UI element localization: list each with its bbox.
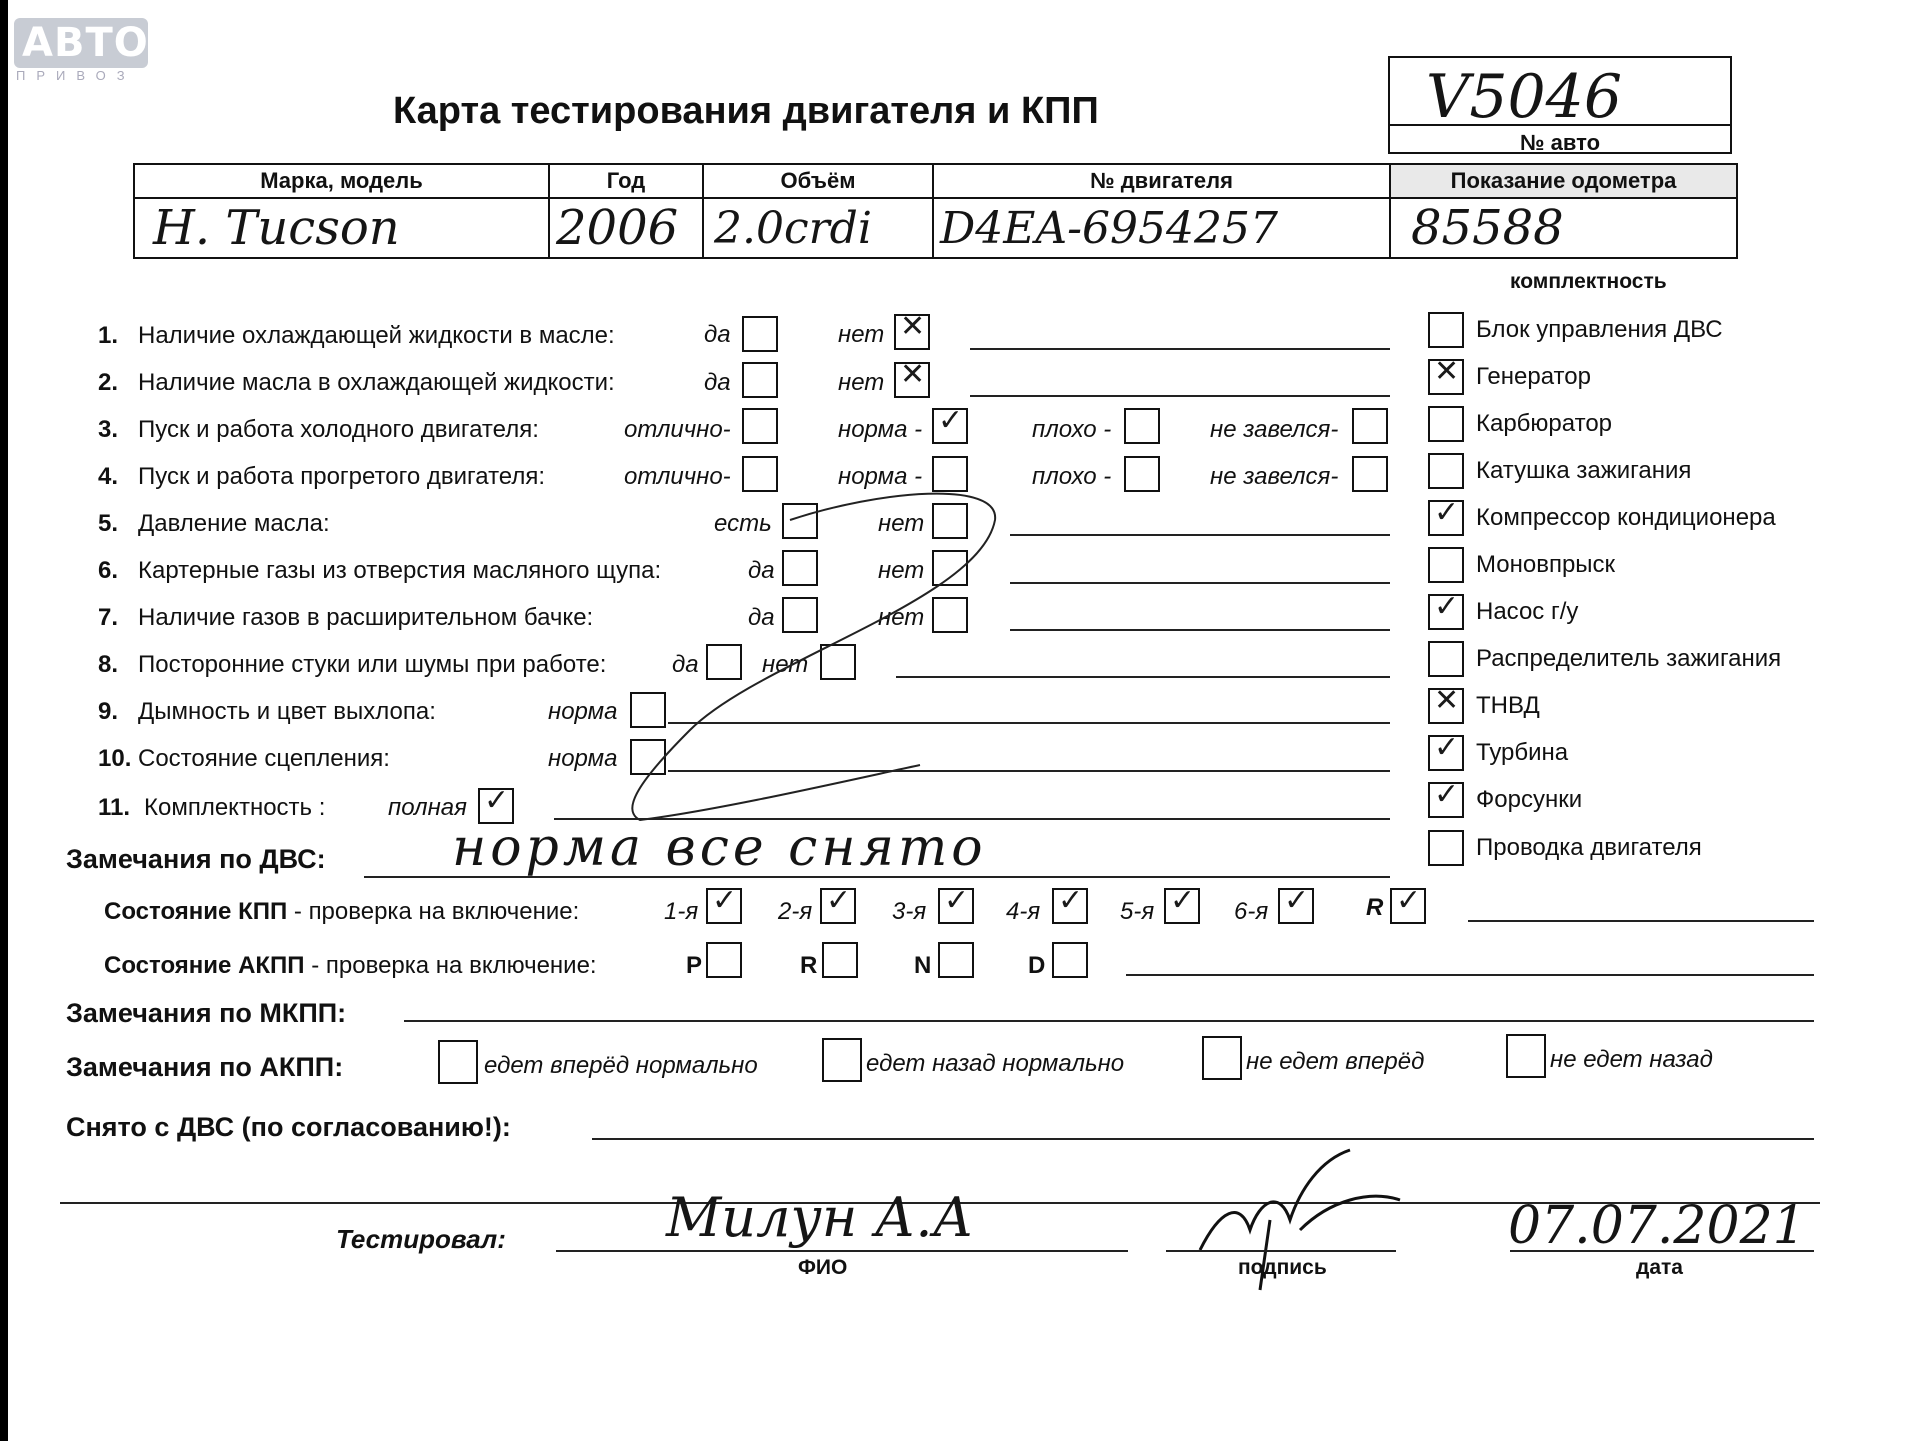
checkbox-akpp-forward-ok[interactable] xyxy=(438,1040,478,1084)
question-text: Посторонние стуки или шумы при работе: xyxy=(138,651,607,678)
checkbox-komplekt-4[interactable]: ✓ xyxy=(1428,500,1464,536)
akpp-gear-label: P xyxy=(686,952,703,979)
question-text: Давление масла: xyxy=(138,510,330,537)
option-label-est: есть xyxy=(714,510,772,537)
question-number: 8. xyxy=(98,651,119,678)
akpp-label-bold: Состояние АКПП xyxy=(104,952,305,979)
gear-label: R xyxy=(1366,894,1384,921)
checkbox-gear-6[interactable]: ✓ xyxy=(1278,888,1314,924)
page-title: Карта тестирования двигателя и КПП xyxy=(393,90,1099,132)
gear-label: 2-я xyxy=(778,898,813,925)
question-number: 3. xyxy=(98,416,119,443)
checkbox-q11-polnaya[interactable]: ✓ xyxy=(478,788,514,824)
tester-name: Милун А.А xyxy=(666,1186,974,1249)
komplekt-title: комплектность xyxy=(1510,270,1667,293)
option-label-ploho: плохо - xyxy=(1032,416,1112,443)
akpp-gear-label: N xyxy=(914,952,932,979)
question-number: 4. xyxy=(98,463,119,490)
answer-line xyxy=(404,1020,1814,1022)
value-year: 2006 xyxy=(549,198,703,258)
komplekt-item-label: Блок управления ДВС xyxy=(1476,316,1723,343)
col-header-odometer: Показание одометра xyxy=(1390,164,1737,198)
checkbox-akpp-p[interactable] xyxy=(706,942,742,978)
value-odometer: 85588 xyxy=(1390,198,1737,258)
answer-line xyxy=(1510,1250,1814,1252)
question-number: 7. xyxy=(98,604,119,631)
option-label-net: нет xyxy=(878,604,925,631)
answer-line xyxy=(1468,920,1814,922)
question-number: 6. xyxy=(98,557,119,584)
question-number: 1. xyxy=(98,322,119,349)
checkbox-q3-norma[interactable]: ✓ xyxy=(932,408,968,444)
question-text: Пуск и работа прогретого двигателя: xyxy=(138,463,546,490)
komplekt-item-label: Компрессор кондиционера xyxy=(1476,504,1776,531)
col-header-engine-number: № двигателя xyxy=(933,164,1390,198)
checkbox-akpp-r[interactable] xyxy=(822,942,858,978)
checkbox-gear-2[interactable]: ✓ xyxy=(820,888,856,924)
question-text: Дымность и цвет выхлопа: xyxy=(138,698,436,725)
podpis-caption: подпись xyxy=(1238,1256,1327,1279)
option-label-net: нет xyxy=(762,651,809,678)
value-engine-number: D4EA-6954257 xyxy=(933,198,1390,258)
akpp-gear-label: R xyxy=(800,952,818,979)
komplekt-item-label: Катушка зажигания xyxy=(1476,457,1692,484)
removed-label: Снято с ДВС (по согласованию!): xyxy=(66,1112,511,1142)
question-text: Пуск и работа холодного двигателя: xyxy=(138,416,539,443)
option-label-norma: норма xyxy=(548,698,618,725)
test-date: 07.07.2021 xyxy=(1508,1196,1806,1256)
checkbox-gear-r[interactable]: ✓ xyxy=(1390,888,1426,924)
komplekt-item-label: Распределитель зажигания xyxy=(1476,645,1782,672)
checkbox-komplekt-10[interactable]: ✓ xyxy=(1428,782,1464,818)
option-label-net: нет xyxy=(878,557,925,584)
checkbox-akpp-d[interactable] xyxy=(1052,942,1088,978)
akpp-option-label: не едет назад xyxy=(1550,1046,1713,1073)
option-label-da: да xyxy=(748,604,775,631)
question-number: 11. xyxy=(98,794,131,821)
gear-label: 5-я xyxy=(1120,898,1155,925)
question-text: Наличие охлаждающей жидкости в масле: xyxy=(138,322,615,349)
remarks-akpp-label: Замечания по АКПП: xyxy=(66,1052,344,1082)
option-label-ploho: плохо - xyxy=(1032,463,1112,490)
komplekt-item-label: Проводка двигателя xyxy=(1476,834,1702,861)
value-volume: 2.0crdi xyxy=(703,198,933,258)
akpp-option-label: едет вперёд нормально xyxy=(484,1052,758,1079)
kpp-label-bold: Состояние КПП xyxy=(104,898,288,925)
logo-subtext: ПРИВОЗ xyxy=(16,68,136,83)
answer-line xyxy=(1126,974,1814,976)
tested-label: Тестировал: xyxy=(336,1224,506,1254)
logo-text: АВТО xyxy=(22,20,149,66)
checkbox-gear-1[interactable]: ✓ xyxy=(706,888,742,924)
komplekt-item-label: Моновпрыск xyxy=(1476,551,1616,578)
option-label-norma: норма xyxy=(548,745,618,772)
gear-label: 4-я xyxy=(1006,898,1041,925)
checkbox-q1-net[interactable]: ✕ xyxy=(894,314,930,350)
checkbox-komplekt-9[interactable]: ✓ xyxy=(1428,735,1464,771)
option-label-da: да xyxy=(748,557,775,584)
answer-line xyxy=(1166,1250,1396,1252)
question-number: 2. xyxy=(98,369,119,396)
option-label-da: да xyxy=(672,651,699,678)
komplekt-item-label: Форсунки xyxy=(1476,786,1583,813)
option-label-ne-zavelsya: не завелся- xyxy=(1210,463,1339,490)
answer-line xyxy=(364,876,1390,878)
akpp-option-label: не едет вперёд xyxy=(1246,1048,1425,1075)
komplekt-item-label: ТНВД xyxy=(1476,692,1540,719)
kpp-label-rest: - проверка на включение: xyxy=(287,898,580,925)
auto-number-label: № авто xyxy=(1520,130,1601,155)
remarks-mkpp-label: Замечания по МКПП: xyxy=(66,998,347,1028)
checkbox-gear-5[interactable]: ✓ xyxy=(1164,888,1200,924)
akpp-label xyxy=(104,952,597,980)
date-caption: дата xyxy=(1636,1256,1683,1279)
value-model: H. Tucson xyxy=(134,198,549,258)
question-text: Картерные газы из отверстия масляного щупа: xyxy=(138,557,662,584)
option-label-norma: норма - xyxy=(838,416,923,443)
remarks-dvs-value: норма все снято xyxy=(452,818,987,878)
akpp-gear-label: D xyxy=(1028,952,1046,979)
komplekt-item-label: Турбина xyxy=(1476,739,1569,766)
option-label-ne-zavelsya: не завелся- xyxy=(1210,416,1339,443)
col-header-year: Год xyxy=(549,164,703,198)
checkbox-akpp-n[interactable] xyxy=(938,942,974,978)
col-header-model: Марка, модель xyxy=(134,164,549,198)
scan-edge xyxy=(0,0,8,1441)
option-label-otlichno: отлично- xyxy=(624,416,731,443)
checkbox-komplekt-6[interactable]: ✓ xyxy=(1428,594,1464,630)
checkbox-gear-4[interactable]: ✓ xyxy=(1052,888,1088,924)
question-text: Наличие масла в охлаждающей жидкости: xyxy=(138,369,615,396)
question-number: 5. xyxy=(98,510,119,537)
checkbox-akpp-no-forward[interactable] xyxy=(1202,1036,1242,1080)
option-label-net: нет xyxy=(878,510,925,537)
option-label-net: нет xyxy=(838,321,885,348)
option-label-otlichno: отлично- xyxy=(624,463,731,490)
kpp-label xyxy=(104,898,579,926)
komplekt-item-label: Насос г/у xyxy=(1476,598,1579,625)
question-text: Наличие газов в расширительном бачке: xyxy=(138,604,594,631)
remarks-dvs-label: Замечания по ДВС: xyxy=(66,844,326,874)
akpp-option-label: едет назад нормально xyxy=(866,1050,1125,1077)
komplekt-item-label: Генератор xyxy=(1476,363,1591,390)
question-text: Состояние сцепления: xyxy=(138,745,390,772)
option-label-net: нет xyxy=(838,369,885,396)
gear-label: 1-я xyxy=(664,898,699,925)
option-label-norma: норма - xyxy=(838,463,923,490)
komplekt-item-label: Карбюратор xyxy=(1476,410,1613,437)
akpp-label-rest: - проверка на включение: xyxy=(304,952,597,979)
question-number: 10. xyxy=(98,745,132,772)
checkbox-akpp-backward-ok[interactable] xyxy=(822,1038,862,1082)
question-number: 9. xyxy=(98,698,119,725)
checkbox-komplekt-8[interactable]: ✕ xyxy=(1428,688,1464,724)
checkbox-q2-net[interactable]: ✕ xyxy=(894,362,930,398)
gear-label: 6-я xyxy=(1234,898,1269,925)
checkbox-gear-3[interactable]: ✓ xyxy=(938,888,974,924)
col-header-volume: Объём xyxy=(703,164,933,198)
option-label-polnaya: полная xyxy=(388,794,467,821)
auto-number-value: V5046 xyxy=(1426,62,1623,132)
option-label-da: да xyxy=(704,321,731,348)
question-text: Комплектность : xyxy=(144,794,326,821)
gear-label: 3-я xyxy=(892,898,927,925)
fio-caption: ФИО xyxy=(798,1256,848,1279)
checkbox-akpp-no-backward[interactable] xyxy=(1506,1034,1546,1078)
checkbox-komplekt-1[interactable]: ✕ xyxy=(1428,359,1464,395)
option-label-da: да xyxy=(704,369,731,396)
answer-line xyxy=(556,1250,1128,1252)
